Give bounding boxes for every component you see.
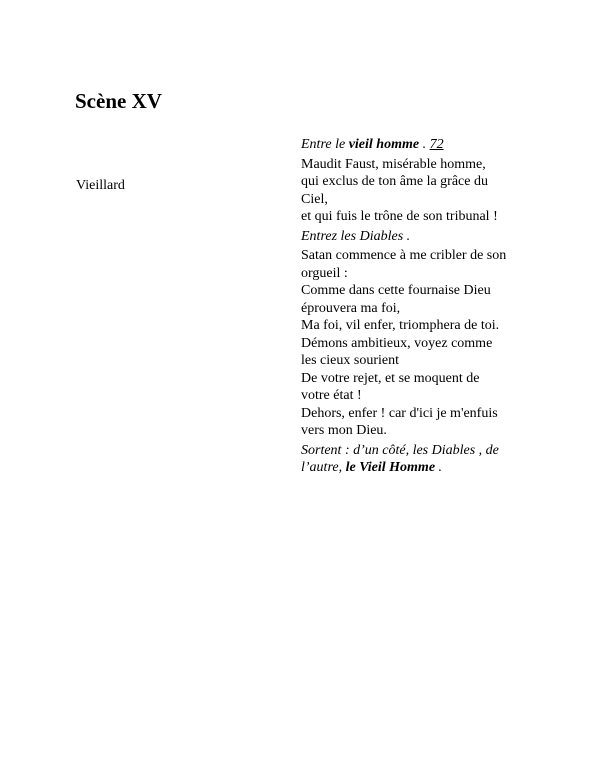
stage-exit-suffix: .	[435, 460, 443, 475]
footnote-link[interactable]: 72	[429, 137, 444, 152]
verse-line: Maudit Faust, misérable homme,	[301, 156, 486, 172]
verse-line: votre état !	[301, 388, 362, 403]
stage-entry-character: vieil homme	[348, 137, 420, 152]
verse-line: éprouvera ma foi,	[301, 300, 401, 316]
verse-line: vers mon Dieu.	[301, 423, 387, 438]
dialogue-column	[301, 134, 529, 479]
stage-exit-character: le Vieil Homme	[345, 460, 436, 475]
stage-exit-line-1: Sortent : d’un côté, les Diables , de	[301, 442, 499, 458]
verse-line: les cieux sourient	[301, 353, 399, 368]
stage-exit-line-2	[301, 459, 529, 477]
verse-line: qui exclus de ton âme la grâce du	[301, 174, 488, 189]
verse-line: Démons ambitieux, voyez comme	[301, 335, 493, 351]
verse-block-2	[301, 247, 529, 440]
verse-line: Comme dans cette fournaise Dieu	[301, 283, 491, 298]
stage-direction-devils: Entrez les Diables .	[301, 228, 411, 244]
verse-line: Dehors, enfer ! car d'ici je m'enfuis	[301, 405, 498, 421]
verse-line: Ma foi, vil enfer, triomphera de toi.	[301, 318, 500, 333]
stage-direction-entry	[301, 136, 529, 154]
verse-block-1	[301, 156, 529, 226]
scene-title: Scène XV	[75, 89, 162, 113]
stage-entry-prefix: Entre le	[301, 137, 349, 152]
verse-line: et qui fuis le trône de son tribunal !	[301, 209, 498, 224]
stage-exit-prefix: l’autre,	[301, 460, 346, 475]
stage-direction-exit	[301, 442, 529, 477]
stage-entry-suffix: .	[419, 137, 430, 152]
verse-line: orgueil :	[301, 265, 348, 281]
verse-line: Ciel,	[301, 191, 328, 207]
speaker-name: Vieillard	[76, 178, 125, 193]
verse-line: De votre rejet, et se moquent de	[301, 370, 480, 386]
verse-line: Satan commence à me cribler de son	[301, 248, 507, 263]
